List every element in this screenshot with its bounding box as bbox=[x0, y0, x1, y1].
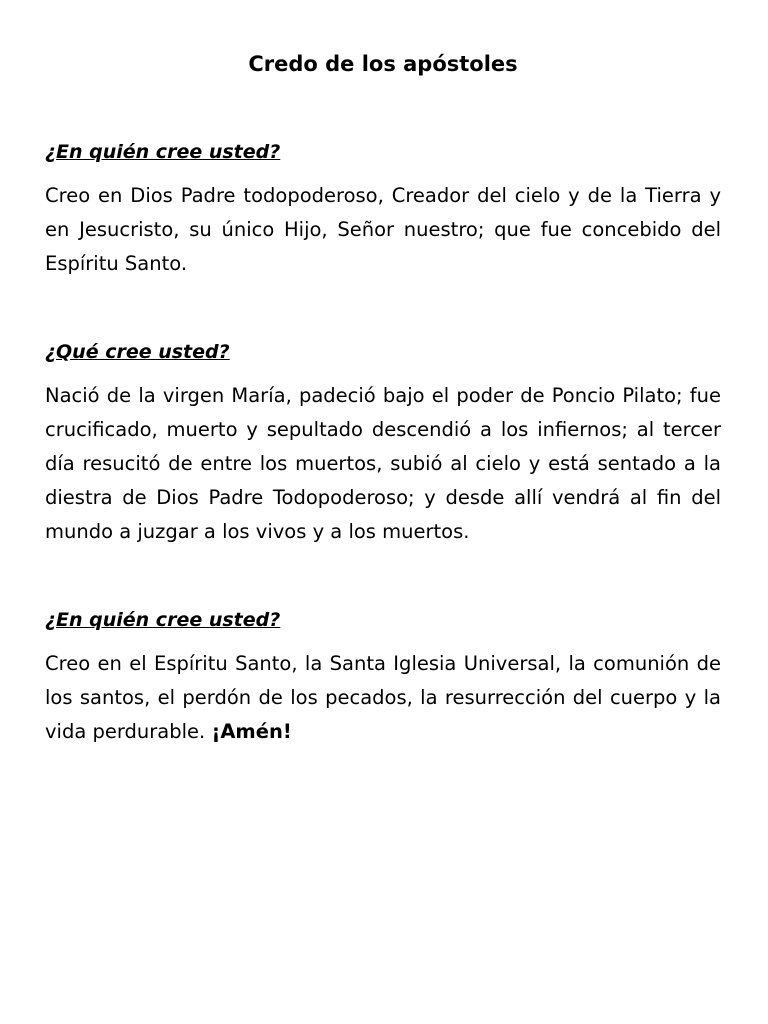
document-page bbox=[45, 47, 721, 803]
document-title: Credo de los apóstoles bbox=[248, 52, 518, 76]
section-answer-block bbox=[45, 647, 721, 749]
closing-amen: ¡Amén! bbox=[211, 720, 292, 743]
creed-section-2 bbox=[45, 335, 721, 549]
section-answer: Creo en el Espíritu Santo, la Santa Iglesia Universal, la comunión de los santos, el perdón de los pecados, la resurrección del cuerpo y la vida perdurable. bbox=[45, 652, 721, 743]
section-answer: Creo en Dios Padre todopoderoso, Creador del cielo y de la Tierra y en Jesucristo, su único Hijo, Señor nuestro; que fue concebido del Espíritu Santo. bbox=[45, 184, 721, 275]
creed-section-3 bbox=[45, 603, 721, 749]
section-answer: Nació de la virgen María, padeció bajo el poder de Poncio Pilato; fue crucificado, muerto y sepultado descendió a los infiernos; al tercer día resucitó de entre los muertos, subió al cielo y está sentado a la diestra de Dios Padre Todopoderoso; y desde allí vendrá al fin del mundo a juzgar a los vivos y a los muertos. bbox=[45, 384, 721, 543]
creed-section-1 bbox=[45, 135, 721, 281]
section-question: ¿En quién cree usted? bbox=[45, 141, 281, 163]
section-question: ¿En quién cree usted? bbox=[45, 609, 281, 631]
section-question: ¿Qué cree usted? bbox=[45, 341, 230, 363]
